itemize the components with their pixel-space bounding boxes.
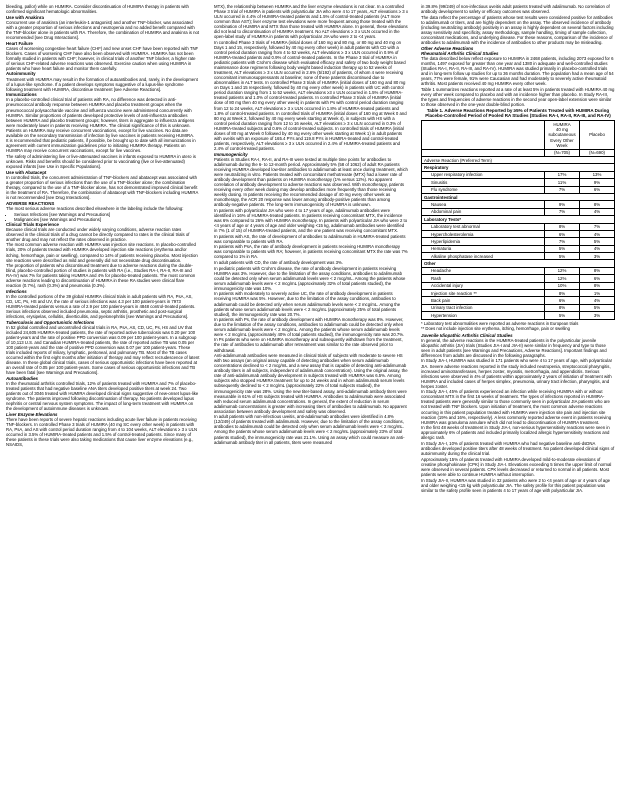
paragraph: In adult patients with non-infectious uveitis, anti-adalimumab antibodies were identified in 4.8% (12/249) of patients treated with adalimumab. However, due to the limitation of the assay conditions, antibodies to adalimumab could be detected only when serum adalimumab levels were < 2 mcg/mL. Among the patients whose serum adalimumab levels were < 2 mcg/mL (approximately 23% of total patients studied), the immunogenicity rate was 21.1%. Using an assay which could measure an anti-adalimumab antibody titer in all patients, titers were measured	[214, 414, 405, 445]
paragraph: The safety of administering live or live-attenuated vaccines in infants exposed to HUMIRA in utero is unknown. Risks and benefits should be considered prior to vaccinating (live or live-attenuated) exposed infants [see Use in Specific Populations].	[6, 154, 196, 170]
paragraph: In Study JIA-II, HUMIRA was studied in 32 patients who were 2 to <4 years of age or 4 years of age and older weighing <15 kg with polyarticular JIA. The safety profile for this patient population was similar to the safety profile seen in patients 4 to 17 years of age with polyarticular JIA.	[421, 477, 611, 493]
section-heading: Juvenile Idiopathic Arthritis Clinical Studies	[421, 332, 513, 338]
paragraph: in 39.8% (99/249) of non-infectious uveitis adult patients treated with adalimumab. No correlation of antibody development to safety or efficacy outcomes was observed.	[421, 4, 610, 15]
column-middle	[214, 4, 408, 445]
humira-value: 5%	[545, 245, 580, 252]
humira-value: 5%	[545, 253, 580, 260]
row-label: Hematuria	[422, 245, 545, 252]
paragraph: Because clinical trials are conducted under widely varying conditions, adverse reaction rates observed in the clinical trials of a drug cannot be directly compared to rates in the clinical trials of another drug and may not reflect the rates observed in practice.	[6, 226, 190, 242]
list-item: • Malignancies [see Warnings and Precautions]	[14, 217, 200, 222]
table-row	[422, 208, 615, 215]
placebo-value: 9%	[580, 179, 615, 186]
paragraph: Patients in Studies RA-I, RA-II, and RA-III were tested at multiple time points for antibodies to adalimumab during the 6- to 12-month period. Approximately 5% (58 of 1062) of adult RA patients receiving HUMIRA developed low-titer antibodies to adalimumab at least once during treatment, which were neutralizing in vitro. Patients treated with concomitant methotrexate (MTX) had a lower rate of antibody development than patients on HUMIRA monotherapy (1% versus 12%). No apparent correlation of antibody development to adverse reactions was observed. With monotherapy, patients receiving every other week dosing may develop antibodies more frequently than those receiving weekly dosing. In patients receiving the recommended dosage of 40 mg every other week as monotherapy, the ACR 20 response was lower among antibody-positive patients than among antibody-negative patients. The long-term immunogenicity of HUMIRA is unknown.	[214, 156, 408, 208]
placebo-value: 1%	[580, 290, 615, 297]
section-name: Gastrointestinal	[422, 193, 615, 200]
table-n-row	[422, 149, 615, 156]
table-row	[422, 179, 615, 186]
footnote-1: * Laboratory test abnormalities were reported as adverse reactions in European trials	[421, 320, 579, 326]
section-heading: Rheumatoid Arthritis Clinical Studies	[421, 50, 499, 56]
placebo-value: 8%	[580, 282, 615, 289]
humira-value: 11%	[545, 179, 580, 186]
paragraph: The most common adverse reaction with HUMIRA was injection site reactions. In placebo-controlled trials, 20% of patients treated with HUMIRA developed injection site reactions (erythema and/or itching, hemorrhage, pain or swelling), compared to 14% of patients receiving placebo. Most injection site reactions were described as mild and generally did not necessitate drug discontinuation.	[6, 242, 198, 263]
paragraph: In adult patients with CD, the rate of antibody development was 3%.	[214, 259, 343, 265]
humira-value: 7%	[545, 186, 580, 193]
paragraph: In patients with moderately to severely active UC, the rate of antibody development in patients receiving HUMIRA was 5%. However, due to the limitation of the assay conditions, antibodies to adalimumab could be detected only when serum adalimumab levels were < 2 mcg/mL. Among the patients whose serum adalimumab levels were < 2 mcg/mL (approximately 25% of total patients studied), the immunogenicity rate was 20.7%.	[214, 291, 401, 317]
table-row	[422, 186, 615, 193]
paragraph: The data described below reflect exposure to HUMIRA in 2468 patients, including 2073 exposed for 6 months, 1497 exposed for greater than one year and 1380 in adequate and well-controlled studies (Studies RA-I, RA-II, RA-III, and RA-IV). HUMIRA was studied primarily in placebo-controlled trials and in long-term follow up studies for up to 36 months duration. The population had a mean age of 54 years, 77% were female, 91% were Caucasian and had moderately to severely active rheumatoid arthritis. Most patients received 40 mg HUMIRA every other week.	[421, 55, 614, 86]
paragraph: Anti-adalimumab antibodies were measured in clinical trials of subjects with moderate to severe HS with two assays (an original assay capable of detecting antibodies when serum adalimumab concentrations declined to < 2 mcg/mL and a new assay that is capable of detecting anti-adalimumab antibody titers in all subjects, independent of adalimumab concentration). Using the original assay, the rate of anti-adalimumab antibody development in subjects treated with HUMIRA was 6.5%. Among subjects who stopped HUMIRA treatment for up to 24 weeks and in whom adalimumab serum levels subsequently declined to < 2 mcg/mL (approximately 22% of total subjects studied), the immunogenicity rate was 28%. Using the new titer-based assay, anti-adalimumab antibody titers were measurable in 61% of HS subjects treated with HUMIRA. Antibodies to adalimumab were associated with reduced serum adalimumab concentrations. In general, the extent of reduction in serum adalimumab concentrations is greater with increasing titers of antibodies to adalimumab. No apparent association between antibody development and safety was observed.	[214, 353, 408, 414]
table-row	[422, 267, 615, 274]
placebo-value: 4%	[580, 208, 615, 215]
paragraph: In controlled Phase 3 trials of HUMIRA (initial doses of 160 mg and 80 mg, or 80 mg and 40 mg on Days 1 and 15, respectively, followed by 40 mg every other week) in adult patients with CD with a control period duration ranging from 4 to 52 weeks, ALT elevations ≥ 3 x ULN occurred in 0.9% of HUMIRA-treated patients and 0.9% of control-treated patients. In the Phase 3 trial of HUMIRA in pediatric patients with Crohn's disease which evaluated efficacy and safety of two body weight based maintenance dose regimens following body weight based induction therapy up to 52 weeks of treatment, ALT elevations ≥ 3 x ULN occurred in 2.6% (5/192) of patients, of whom 4 were receiving concomitant immunosuppressants at baseline; none of these patients discontinued due to abnormalities in ALT tests. In controlled Phase 3 trials of HUMIRA (initial doses of 160 mg and 80 mg on Days 1 and 15 respectively, followed by 40 mg every other week) in patients with UC with control period duration ranging from 1 to 52 weeks, ALT elevations ≥3 x ULN occurred in 1.5% of HUMIRA-treated patients and 1.0% of control-treated patients. In controlled Phase 3 trials of HUMIRA (initial dose of 80 mg then 40 mg every other week) in patients with Ps with control period duration ranging from 12 to 24 weeks, ALT elevations ≥ 3 x ULN occurred in 1.8% of HUMIRA-treated patients and 1.8% of control-treated patients. In controlled trials of HUMIRA (initial doses of 160 mg at Week 0 and 80 mg at Week 2, followed by 40 mg every week starting at Week 4), in subjects with HS with a control period duration ranging from 12 to 16 weeks, ALT elevations ≥ 3 x ULN occurred in 0.3% of HUMIRA-treated subjects and 0.6% of control-treated subjects. In controlled trials of HUMIRA (initial doses of 80 mg at Week 0 followed by 40 mg every other week starting at Week 1) in adult patients with uveitis with an exposure of 165.4 PYs and 119.8 PYs in HUMIRA-treated and control-treated patients, respectively, ALT elevations ≥ 3 x ULN occurred in 2.4% of HUMIRA-treated patients and 2.4% of control-treated patients.	[214, 39, 407, 151]
table-row	[422, 245, 615, 252]
humira-value: 9%	[545, 201, 580, 208]
section-heading: Use with Abatacept	[6, 169, 47, 175]
paragraph: In pediatric patients with Crohn's disease, the rate of antibody development in patients receiving HUMIRA was 3%. However, due to the limitation of the assay conditions, antibodies to adalimumab could be detected only when serum adalimumab levels were < 2 mcg/mL. Among the patients whose serum adalimumab levels were < 2 mcg/mL (approximately 32% of total patients studied), the immunogenicity rate was 10%.	[214, 265, 406, 291]
table-section-row	[422, 260, 615, 267]
section-heading: ADVERSE REACTIONS	[6, 200, 55, 206]
paragraph: Table 1 summarizes reactions reported at a rate of at least 5% in patients treated with HUMIRA 40 mg every other week compared to placebo and with an incidence higher than placebo. In Study RA-III, the types and frequencies of adverse reactions in the second year open-label extension were similar to those observed in the one-year double-blind portion.	[421, 86, 615, 107]
humira-value: 12%	[545, 275, 580, 282]
table-row	[422, 297, 615, 304]
paragraph: The proportion of patients who discontinued treatment due to adverse reactions during the double-blind, placebo-controlled portion of studies in patients with RA (i.e., Studies RA-I, RA-II, RA-III and RA-IV) was 7% for patients taking HUMIRA and 4% for placebo-treated patients. The most common adverse reactions leading to discontinuation of HUMIRA in these RA studies were clinical flare reaction (0.7%), rash (0.3%) and pneumonia (0.3%).	[6, 263, 196, 289]
placebo-value: 4%	[580, 245, 615, 252]
table-row	[422, 238, 615, 245]
humira-value: 12%	[545, 267, 580, 274]
row-label: Hypercholesterolemia	[422, 230, 545, 237]
row-label: Upper respiratory infection	[422, 171, 545, 178]
column-right	[421, 4, 615, 493]
paragraph: In Study JIA-I, 45% of patients experienced an infection while receiving HUMIRA with or without concomitant MTX in the first 16 weeks of treatment. The types of infections reported in HUMIRA-treated patients were generally similar to those commonly seen in polyarticular JIA patients who are not treated with TNF blockers. Upon initiation of treatment, the most common adverse reactions occurring in this patient population treated with HUMIRA were injection site pain and injection site reaction (19% and 16%, respectively). A less commonly reported adverse event in patients receiving HUMIRA was granuloma annulare which did not lead to discontinuation of HUMIRA treatment.	[421, 389, 612, 425]
column-left	[6, 4, 200, 448]
section-heading: Other Adverse Reactions	[421, 45, 474, 51]
row-label: Sinusitis	[422, 179, 545, 186]
section-heading: Immunizations	[6, 92, 37, 98]
table-section-row	[422, 193, 615, 200]
column-right-bottom	[421, 333, 615, 493]
paragraph: The most serious adverse reactions described elsewhere in the labeling include the following:	[6, 205, 184, 211]
humira-value: 17%	[545, 171, 580, 178]
paragraph: In the controlled portions of the 39 global HUMIRA clinical trials in adult patients with RA, PsA, AS, CD, UC, Ps, HS and UV, the rate of serious infections was 4.3 per 100 patient-years in 7973 HUMIRA-treated patients versus a rate of 2.9 per 100 patient-years in 4848 control-treated patients. Serious infections observed included pneumonia, septic arthritis, prosthetic and post-surgical infections, erysipelas, cellulitis, diverticulitis, and pyelonephritis [see Warnings and Precautions].	[6, 294, 196, 320]
placebo-value: 5%	[580, 304, 615, 311]
section-heading: Infections	[6, 289, 27, 295]
placebo-value: 4%	[580, 297, 615, 304]
column-right-top	[421, 4, 615, 107]
table-row	[422, 201, 615, 208]
section-name: Laboratory Tests*	[422, 216, 615, 223]
section-heading: Clinical Trials Experience	[6, 221, 59, 227]
paragraph: Cases of worsening congestive heart failure (CHF) and new onset CHF have been reported with TNF blockers. Cases of worsening CHF have also been observed with HUMIRA. HUMIRA has not been formally studied in patients with CHF; however, in clinical trials of another TNF blocker, a higher rate of serious CHF-related adverse reactions was observed. Exercise caution when using HUMIRA in patients who have heart failure and monitor them carefully.	[6, 45, 199, 71]
row-label: Headache	[422, 267, 545, 274]
table-row	[422, 223, 615, 230]
placebo-value: 4%	[580, 230, 615, 237]
table-body	[422, 164, 615, 319]
humira-value: 6%	[545, 297, 580, 304]
placebo-value: 13%	[580, 171, 615, 178]
paragraph: MTX), the relationship between HUMIRA and the liver enzyme elevations is not clear. In a controlled Phase 3 trial of HUMIRA in patients with polyarticular JIA who were 4 to 17 years, ALT elevations ≥ 3 x ULN occurred in 4.4% of HUMIRA-treated patients and 1.5% of control-treated patients (ALT more common than AST); liver enzyme test elevations were more frequent among those treated with the combination of HUMIRA and MTX than those treated with HUMIRA alone. In general, these elevations did not lead to discontinuation of HUMIRA treatment. No ALT elevations ≥ 3 x ULN occurred in the open-label study of HUMIRA in patients with polyarticular JIA who were 2 to <4 years.	[214, 4, 408, 40]
humira-value: 5%	[545, 312, 580, 319]
paragraph: In patients with Ps, the rate of antibody development with HUMIRA monotherapy was 8%. However, due to the limitation of the assay conditions, antibodies to adalimumab could be detected only when serum adalimumab levels were < 2 mcg/mL. Among the patients whose serum adalimumab levels were < 2 mcg/mL (approximately 40% of total patients studied), the immunogenicity rate was 20.7%. In Ps patients who were on HUMIRA monotherapy and subsequently withdrawn from the treatment, the rate of antibodies to adalimumab after retreatment was similar to the rate observed prior to withdrawal.	[214, 317, 405, 353]
humira-value: 7%	[545, 208, 580, 215]
paragraph: In the first 48 weeks of treatment in Study JIA-I, non-serious hypersensitivity reactions were seen in approximately 6% of patients and included primarily localized allergic hypersensitivity reactions and allergic rash.	[421, 425, 610, 441]
section-heading: Liver Enzyme Elevations	[6, 412, 58, 418]
table-row	[422, 304, 615, 311]
section-heading: Immunogenicity	[214, 151, 248, 157]
humira-value: 8%	[545, 304, 580, 311]
row-label: Nausea	[422, 201, 545, 208]
paragraph: In general, the adverse reactions in the HUMIRA-treated patients in the polyarticular juvenile idiopathic arthritis (JIA) trials (Studies JIA-I and JIA-II) were similar in frequency and type to those seen in adult patients [see Warnings and Precautions, Adverse Reactions]. Important findings and differences from adults are discussed in the following paragraphs.	[421, 337, 607, 358]
table-section-row	[422, 164, 615, 171]
placebo-value: 8%	[580, 267, 615, 274]
placebo-value: 3%	[580, 312, 615, 319]
table-row	[422, 253, 615, 260]
paragraph: In patients with PsA, the rate of antibody development in patients receiving HUMIRA monotherapy was comparable to patients with RA; however, in patients receiving concomitant MTX the rate was 7% compared to 1% in RA.	[214, 244, 408, 260]
paragraph: bleeding, pallor) while on HUMIRA. Consider discontinuation of HUMIRA therapy in patients with confirmed significant hematologic abnormalities.	[6, 4, 189, 15]
paragraph: In the rheumatoid arthritis controlled trials, 12% of patients treated with HUMIRA and 7% of placebo-treated patients that had negative baseline ANA titers developed positive titers at week 24. Two patients out of 3046 treated with HUMIRA developed clinical signs suggestive of new-onset lupus-like syndrome. The patients improved following discontinuation of therapy. No patients developed lupus nephritis or central nervous system symptoms. The impact of long-term treatment with HUMIRA on the development of autoimmune diseases is unknown.	[6, 381, 199, 412]
section-heading: Heart Failure	[6, 40, 33, 46]
paragraph: In a placebo-controlled clinical trial of patients with RA, no difference was detected in anti-pneumococcal antibody response between HUMIRA and placebo treatment groups when the pneumococcal polysaccharide vaccine and influenza vaccine were administered concurrently with HUMIRA. Similar proportions of patients developed protective levels of anti-influenza antibodies between HUMIRA and placebo treatment groups; however, titers in aggregate to influenza antigens were moderately lower in patients receiving HUMIRA. The clinical significance of this is unknown. Patients on HUMIRA may receive concurrent vaccinations, except for live vaccines. No data are available on the secondary transmission of infection by live vaccines in patients receiving HUMIRA.	[6, 97, 195, 138]
paragraph: In 52 global controlled and uncontrolled clinical trials in RA, PsA, AS, CD, UC, Ps, HS and UV that included 24,605 HUMIRA-treated patients, the rate of reported active tuberculosis was 0.20 per 100 patient-years and the rate of positive PPD conversion was 0.09 per 100 patient-years. In a subgroup of 10,113 U.S. and Canadian HUMIRA-treated patients, the rate of reported active TB was 0.05 per 100 patient-years and the rate of positive PPD conversion was 0.07 per 100 patient-years. These trials included reports of miliary, lymphatic, peritoneal, and pulmonary TB. Most of the TB cases occurred within the first eight months after initiation of therapy and may reflect recrudescence of latent disease. In these global clinical trials, cases of serious opportunistic infections have been reported at an overall rate of 0.05 per 100 patient-years. Some cases of serious opportunistic infections and TB have been fatal [see Warnings and Precautions].	[6, 325, 200, 376]
header-placebo: Placebo	[580, 121, 615, 149]
adverse-reaction-term-label: Adverse Reaction (Preferred Term)	[422, 157, 615, 164]
table-label-row	[422, 157, 615, 164]
section-name: Other	[422, 260, 615, 267]
header-n-humira: (N=705)	[545, 149, 580, 156]
paragraph: In patients with AS, the rate of development of antibodies to adalimumab in HUMIRA-treated patients was comparable to patients with RA.	[214, 233, 406, 244]
row-label: Alkaline phosphatase increased	[422, 253, 545, 260]
row-label: Laboratory test abnormal	[422, 223, 545, 230]
paragraph: In Study JIA-I, 10% of patients treated with HUMIRA who had negative baseline anti-dsDNA antibodies developed positive titers after 48 weeks of treatment. No patient developed clinical signs of autoimmunity during the clinical trial.	[421, 441, 615, 457]
header-n-placebo: (N=690)	[580, 149, 615, 156]
humira-value: 6%	[545, 230, 580, 237]
placebo-value: 7%	[580, 223, 615, 230]
paragraph: In patients with polyarticular JIA who were 4 to 17 years of age, adalimumab antibodies were identified in 16% of HUMIRA-treated patients. In patients receiving concomitant MTX, the incidence was 6% compared to 26% with HUMIRA monotherapy. In patients with polyarticular JIA who were 2 to <4 years of age or 4 years of age and older weighing <15 kg, adalimumab antibodies were identified in 7% (1 of 15) of HUMIRA-treated patients, and the one patient was receiving concomitant MTX.	[214, 207, 408, 233]
row-label: Back pain	[422, 297, 545, 304]
placebo-value: 6%	[580, 186, 615, 193]
paragraph: Concurrent use of anakinra (an interleukin-1 antagonist) and another TNF-blocker, was associated with a greater proportion of serious infections and neutropenia and no added benefit compared with the TNF-blocker alone in patients with RA. Therefore, the combination of HUMIRA and anakinra is not recommended [see Drug Interactions].	[6, 19, 200, 40]
list-item: • Serious Infections [see Warnings and Precautions]	[14, 212, 200, 217]
row-label: Hyperlipidemia	[422, 238, 545, 245]
row-label: Hypertension	[422, 312, 545, 319]
humira-value: 10%	[545, 282, 580, 289]
paragraph: There have been reports of severe hepatic reactions including acute liver failure in patients receiving TNF-blockers. In controlled Phase 3 trials of HUMIRA (40 mg SC every other week) in patients with RA, PsA, and AS with control period duration ranging from 4 to 104 weeks, ALT elevations ≥ 3 x ULN occurred in 3.5% of HUMIRA-treated patients and 1.5% of control-treated patients. Since many of these patients in these trials were also taking medications that cause liver enzyme elevations (e.g., NSAIDS,	[6, 417, 198, 448]
table-footnotes	[421, 321, 615, 331]
header-humira: HUMIRA 40 mg subcutaneous Every Other Week	[545, 121, 580, 149]
adverse-reactions-table	[421, 120, 615, 319]
section-heading: Tuberculosis and Opportunistic Infections	[6, 319, 95, 325]
section-heading: Autoantibodies	[6, 376, 38, 382]
humira-value: 8%	[545, 290, 580, 297]
table-section-row	[422, 216, 615, 223]
row-label: Injection site reaction **	[422, 290, 545, 297]
row-label: Abdominal pain	[422, 208, 545, 215]
table-row	[422, 171, 615, 178]
header-blank	[422, 121, 545, 149]
table-row	[422, 275, 615, 282]
row-label: Rash	[422, 275, 545, 282]
table-row	[422, 282, 615, 289]
placebo-value: 6%	[580, 275, 615, 282]
table-caption: Table 1. Adverse Reactions Reported by ≥5% of Patients Treated with HUMIRA During Placebo-Controlled Period of Pooled RA Studies (Studies RA-I, RA-II, RA-III, and RA-IV)	[425, 107, 611, 119]
row-label: Accidental injury	[422, 282, 545, 289]
row-label: Urinary tract infection	[422, 304, 545, 311]
section-name: Respiratory	[422, 164, 615, 171]
humira-value: 7%	[545, 238, 580, 245]
placebo-value: 8%	[580, 201, 615, 208]
bullet-list	[6, 212, 200, 222]
paragraph: Approximately 15% of patients treated with HUMIRA developed mild-to-moderate elevations of creatine phosphokinase (CPK) in Study JIA-I. Elevations exceeding 5 times the upper limit of normal were observed in several patients. CPK levels decreased or returned to normal in all patients. Most patients were able to continue HUMIRA without interruption.	[421, 456, 612, 477]
table-header-row	[422, 121, 615, 149]
header-blank-2	[422, 149, 545, 156]
paragraph: It is recommended that pediatric patients, if possible, be brought up to date with all immunizations in agreement with current immunization guidelines prior to initiating HUMIRA therapy. Patients on HUMIRA may receive concurrent vaccinations, except for live vaccines.	[6, 138, 196, 154]
section-heading: Use with Anakinra	[6, 14, 44, 20]
section-heading: Autoimmunity	[6, 71, 36, 77]
footnote-2: ** Does not include injection site erythema, itching, hemorrhage, pain or swelling	[421, 325, 570, 331]
table-row	[422, 230, 615, 237]
placebo-value: 3%	[580, 253, 615, 260]
paragraph: The data reflect the percentage of patients whose test results were considered positive for antibodies to adalimumab or titers, and are highly dependent on the assay. The observed incidence of antibody (including neutralizing antibody) positivity in an assay is highly dependent on several factors including assay sensitivity and specificity, assay methodology, sample handling, timing of sample collection, concomitant medications, and underlying disease. For these reasons, comparison of the incidence of antibodies to adalimumab with the incidence of antibodies to other products may be misleading.	[421, 14, 614, 45]
table-row	[422, 312, 615, 319]
placebo-value: 5%	[580, 238, 615, 245]
humira-value: 8%	[545, 223, 580, 230]
table-row	[422, 290, 615, 297]
row-label: Flu syndrome	[422, 186, 545, 193]
paragraph: In controlled trials, the concurrent administration of TNF-blockers and abatacept was associated with a greater proportion of serious infections than the use of a TNF-blocker alone; the combination therapy, compared to the use of a TNF-blocker alone, has not demonstrated improved clinical benefit in the treatment of RA. Therefore, the combination of abatacept with TNF-blockers including HUMIRA is not recommended [see Drug Interactions].	[6, 174, 199, 201]
paragraph: Treatment with HUMIRA may result in the formation of autoantibodies and, rarely, in the development of a lupus-like syndrome. If a patient develops symptoms suggestive of a lupus-like syndrome following treatment with HUMIRA, discontinue treatment [see Adverse Reactions].	[6, 76, 198, 92]
paragraph: In Study JIA-I, HUMIRA was studied in 171 patients who were 4 to 17 years of age, with polyarticular JIA. Severe adverse reactions reported in the study included neutropenia, streptococcal pharyngitis, increased aminotransferases, herpes zoster, myositis, metrorrhagia, and appendicitis. Serious infections were observed in 4% of patients within approximately 2 years of initiation of treatment with HUMIRA and included cases of herpes simplex, pneumonia, urinary tract infection, pharyngitis, and herpes zoster.	[421, 358, 613, 389]
